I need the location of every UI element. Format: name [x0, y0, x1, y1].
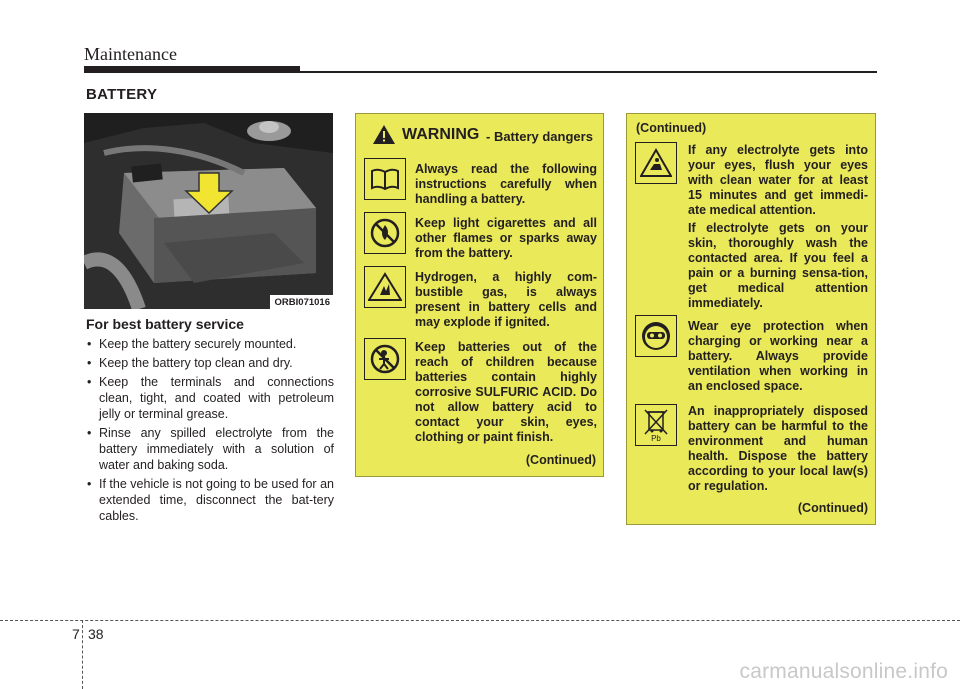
list-item: • Rinse any spilled electrolyte from the battery immediately with a solution of water and baking soda.: [86, 425, 334, 473]
watermark: carmanualsonline.info: [739, 660, 948, 683]
footer-divider: [82, 620, 83, 689]
book-icon: [364, 158, 406, 200]
explosion-icon: [364, 266, 406, 308]
warning-item-text: If electrolyte gets on your skin, thoroughly wash the contacted area. If you feel a pain or a burning sensa-tion, get medical attention immediately.: [688, 221, 868, 310]
keep-away-children-icon: [364, 338, 406, 380]
photo-caption: ORBI071016: [270, 295, 333, 309]
warning-item-text: Keep light cigarettes and all other flames or sparks away from the battery.: [415, 216, 597, 260]
warning-item-text: An inappropriately disposed battery can be harmful to the environment and human health. Dispose the battery according to your local law(s) or regulation.: [688, 404, 868, 493]
battery-heading: BATTERY: [86, 86, 158, 103]
header-rule-thick: [84, 66, 300, 73]
warning-subtitle: - Battery dangers: [486, 129, 593, 144]
chapter-number: 7: [72, 626, 80, 642]
eye-protection-icon: [635, 315, 677, 357]
recycle-bin-pb-icon: [635, 404, 677, 446]
header-rule-thin: [300, 71, 877, 73]
page-number: 38: [88, 626, 104, 642]
list-item: • Keep the terminals and connections clean, tight, and coated with petroleum jelly or terminal grease.: [86, 374, 334, 422]
warning-item-text: Hydrogen, a highly com-bustible gas, is always present in battery cells and may explode if ignited.: [415, 270, 597, 329]
list-item: • Keep the battery top clean and dry.: [86, 355, 334, 371]
list-item: • Keep the battery securely mounted.: [86, 336, 334, 352]
list-item: • If the vehicle is not going to be used for an extended time, disconnect the bat-tery cables.: [86, 476, 334, 524]
pb-label: Pb: [651, 434, 661, 442]
service-bullet-list: [86, 336, 334, 527]
service-heading: For best battery service: [86, 316, 244, 332]
warning-box: [355, 113, 604, 477]
warning-triangle-icon: [372, 124, 396, 145]
battery-photo: [84, 113, 333, 309]
page-section-title: Maintenance: [84, 44, 177, 64]
warning-label: WARNING: [402, 126, 480, 143]
warning-item-text: Wear eye protection when charging or working near a battery. Always provide ventilation when working in an enclosed space.: [688, 319, 868, 393]
footer-rule: [0, 620, 960, 621]
continued-top-label: (Continued): [636, 121, 707, 135]
warning-item-text: Keep batteries out of the reach of children because batteries contain highly corrosive SULFURIC ACID. Do not allow battery acid to contact your skin, eyes, clothing or paint finish.: [415, 340, 597, 444]
continued-warning-box: [626, 113, 876, 525]
warning-item-text: Always read the following instructions carefully when handling a battery.: [415, 162, 597, 206]
no-flame-icon: [364, 212, 406, 254]
continued-bottom-label: (Continued): [797, 501, 868, 515]
eye-flush-icon: [635, 142, 677, 184]
warning-item-text: If any electrolyte gets into your eyes, flush your eyes with clean water for at least 15 minutes and get immedi-ate medical attention.: [688, 143, 868, 217]
continued-label: (Continued): [525, 453, 596, 467]
